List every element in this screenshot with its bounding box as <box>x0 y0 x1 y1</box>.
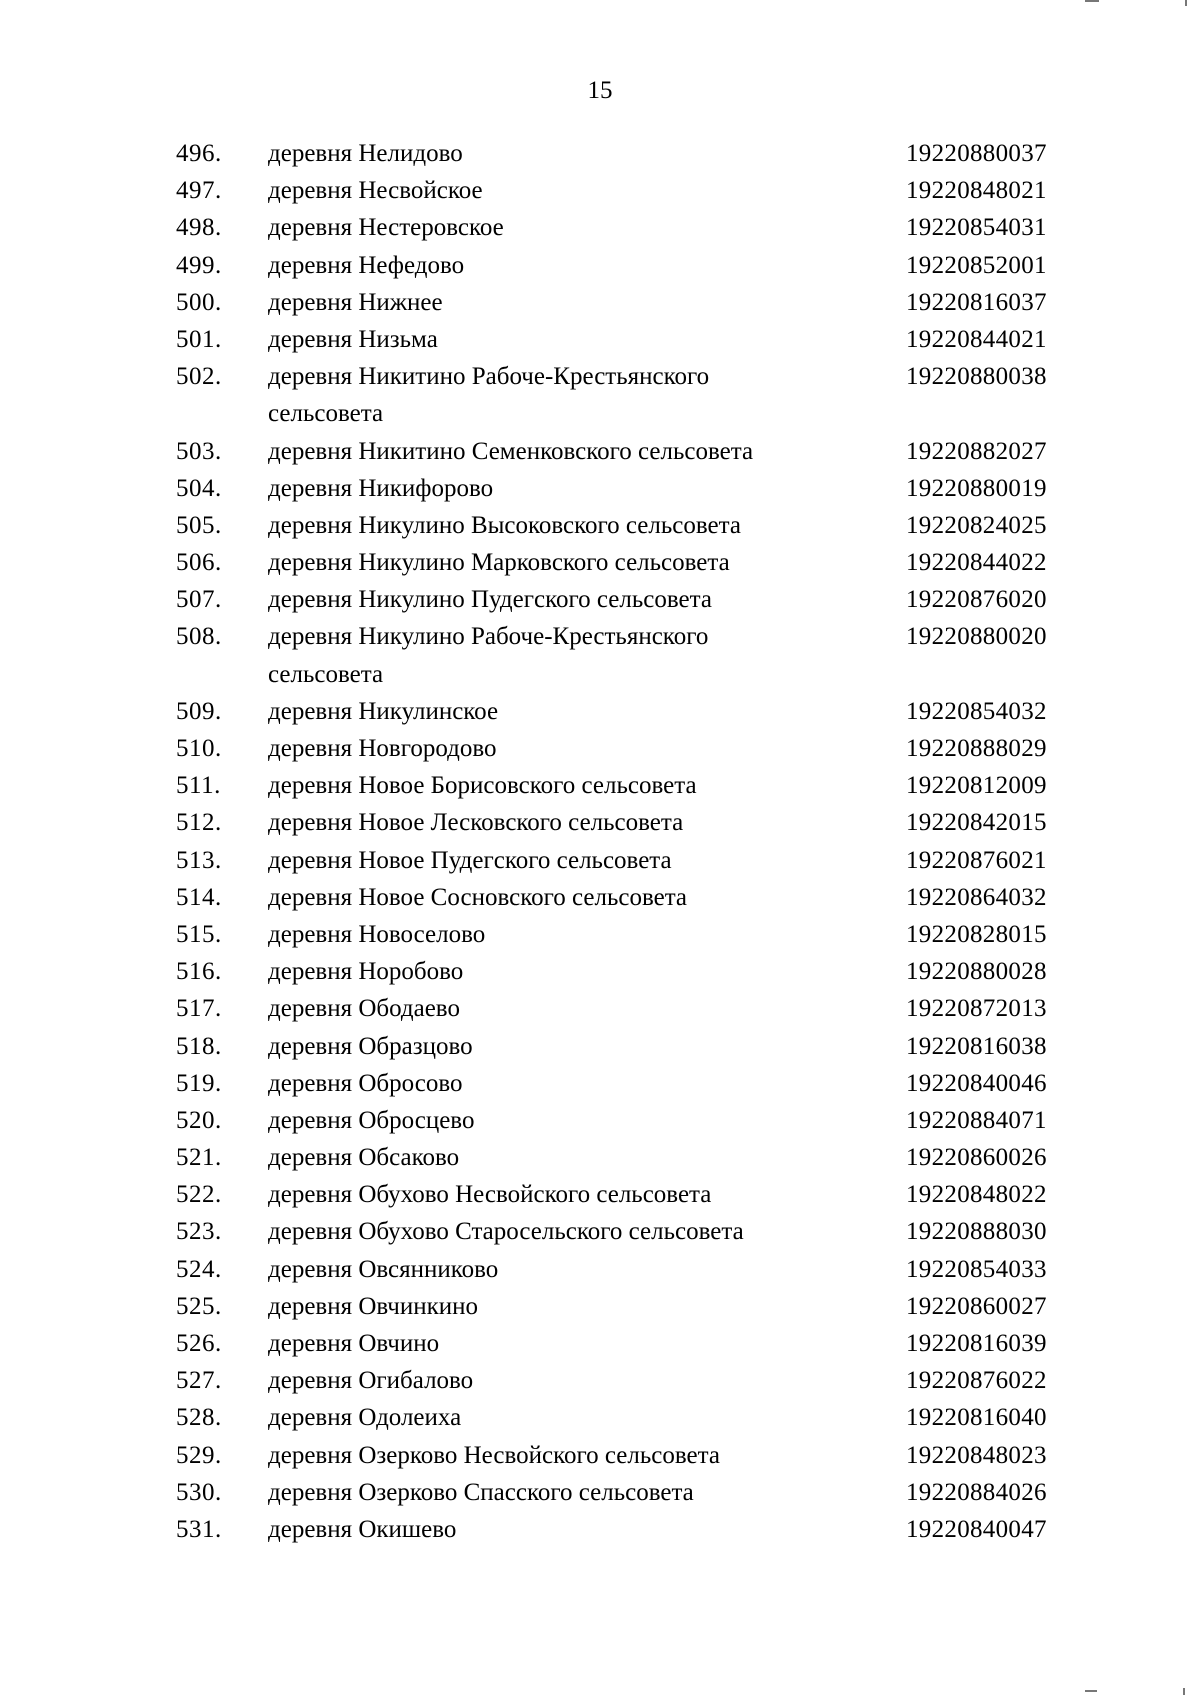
list-row <box>0 507 1200 544</box>
row-number: 511. <box>176 772 221 800</box>
row-number: 505. <box>176 511 222 539</box>
list-row <box>0 804 1200 841</box>
row-number: 518. <box>176 1032 222 1060</box>
settlement-name <box>268 1362 858 1399</box>
oktmo-code: 19220880019 <box>906 474 1047 502</box>
oktmo-code: 19220854033 <box>906 1255 1047 1283</box>
settlement-name-line: деревня Огибалово <box>268 1367 474 1395</box>
scan-mark-bottom-right-edge <box>1183 1688 1185 1695</box>
settlement-name-line: деревня Никулино Пудегского сельсовета <box>268 586 712 614</box>
settlement-name-line: деревня Обросово <box>268 1069 463 1097</box>
list-row <box>0 581 1200 618</box>
settlement-name <box>268 1437 858 1474</box>
settlement-name-line: деревня Никифорово <box>268 474 494 502</box>
oktmo-code: 19220848021 <box>906 177 1047 205</box>
oktmo-code: 19220876022 <box>906 1367 1047 1395</box>
list-row <box>0 1251 1200 1288</box>
list-row <box>0 767 1200 804</box>
settlement-name-line: деревня Овчинкино <box>268 1292 478 1320</box>
scan-mark-top-right <box>1085 0 1099 2</box>
row-number: 496. <box>176 140 222 167</box>
settlement-name-line: деревня Овсянниково <box>268 1255 499 1283</box>
settlement-name <box>268 209 858 246</box>
list-row <box>0 1213 1200 1250</box>
list-row <box>0 1325 1200 1362</box>
settlement-name <box>268 544 858 581</box>
row-number: 504. <box>176 474 222 502</box>
settlement-name <box>268 1251 858 1288</box>
row-number: 521. <box>176 1144 222 1172</box>
oktmo-code: 19220880020 <box>906 623 1047 651</box>
oktmo-code: 19220824025 <box>906 511 1047 539</box>
settlement-name-line: деревня Никулино Рабоче-Крестьянского <box>268 623 709 651</box>
settlement-name-line: деревня Никитино Семенковского сельсовета <box>268 437 754 465</box>
settlement-name-line: деревня Обросцево <box>268 1106 475 1134</box>
list-row <box>0 1139 1200 1176</box>
settlement-name-line: деревня Озерково Несвойского сельсовета <box>268 1441 720 1469</box>
settlement-name-line: деревня Ободаево <box>268 995 460 1023</box>
settlement-name-line: деревня Новое Сосновского сельсовета <box>268 883 688 911</box>
list-row <box>0 470 1200 507</box>
row-number: 531. <box>176 1515 222 1543</box>
settlement-name-line: деревня Никулино Марковского сельсовета <box>268 549 730 577</box>
settlement-name <box>268 1325 858 1362</box>
settlement-name-line: деревня Новоселово <box>268 920 486 948</box>
list-row <box>0 618 1200 692</box>
settlement-name <box>268 507 858 544</box>
oktmo-code: 19220860026 <box>906 1144 1047 1172</box>
settlement-name <box>268 842 858 879</box>
list-row <box>0 953 1200 990</box>
settlement-name <box>268 470 858 507</box>
settlement-name-line: деревня Нелидово <box>268 140 463 167</box>
page-number: 15 <box>587 77 613 104</box>
settlement-name <box>268 1139 858 1176</box>
oktmo-code: 19220880028 <box>906 958 1047 986</box>
settlement-name-line: деревня Одолеиха <box>268 1404 462 1432</box>
list-row <box>0 1065 1200 1102</box>
row-number: 508. <box>176 623 222 651</box>
row-number: 529. <box>176 1441 222 1469</box>
row-number: 513. <box>176 846 222 874</box>
row-number: 509. <box>176 697 222 725</box>
settlement-name <box>268 879 858 916</box>
list-row <box>0 1474 1200 1511</box>
settlement-name-line: деревня Обухово Несвойского сельсовета <box>268 1181 712 1209</box>
settlement-name <box>268 1213 858 1250</box>
settlement-name-line: деревня Никулинское <box>268 697 499 725</box>
settlement-name <box>268 1176 858 1213</box>
oktmo-code: 19220854032 <box>906 697 1047 725</box>
settlement-name <box>268 284 858 321</box>
settlement-name-line: деревня Новое Борисовского сельсовета <box>268 772 697 800</box>
row-number: 498. <box>176 214 222 242</box>
oktmo-code: 19220840046 <box>906 1069 1047 1097</box>
row-number: 506. <box>176 549 222 577</box>
row-number: 510. <box>176 735 222 763</box>
list-row <box>0 284 1200 321</box>
settlement-name <box>268 804 858 841</box>
settlement-name <box>268 172 858 209</box>
settlement-name-line: деревня Обсаково <box>268 1144 460 1172</box>
list-row <box>0 730 1200 767</box>
oktmo-code: 19220848023 <box>906 1441 1047 1469</box>
settlement-name-line: деревня Никулино Высоковского сельсовета <box>268 511 741 539</box>
settlement-name-line: деревня Образцово <box>268 1032 473 1060</box>
oktmo-code: 19220816040 <box>906 1404 1047 1432</box>
list-row <box>0 358 1200 432</box>
settlement-name-line: деревня Никитино Рабоче-Крестьянского <box>268 363 710 391</box>
row-number: 502. <box>176 363 222 391</box>
row-number: 507. <box>176 586 222 614</box>
row-number: 520. <box>176 1106 222 1134</box>
oktmo-code: 19220816038 <box>906 1032 1047 1060</box>
oktmo-code: 19220876021 <box>906 846 1047 874</box>
settlement-name <box>268 1065 858 1102</box>
row-number: 526. <box>176 1330 222 1358</box>
settlement-name <box>268 135 858 172</box>
list-row <box>0 693 1200 730</box>
list-row <box>0 916 1200 953</box>
row-number: 516. <box>176 958 222 986</box>
settlement-name <box>268 1399 858 1436</box>
list-row <box>0 1102 1200 1139</box>
oktmo-code: 19220882027 <box>906 437 1047 465</box>
settlement-name <box>268 953 858 990</box>
oktmo-code: 19220864032 <box>906 883 1047 911</box>
settlement-name <box>268 247 858 284</box>
oktmo-code: 19220812009 <box>906 772 1047 800</box>
row-number: 497. <box>176 177 222 205</box>
settlement-name-line: деревня Озерково Спасского сельсовета <box>268 1478 694 1506</box>
settlement-name <box>268 1028 858 1065</box>
oktmo-code: 19220828015 <box>906 920 1047 948</box>
oktmo-code: 19220854031 <box>906 214 1047 242</box>
row-number: 512. <box>176 809 222 837</box>
settlement-name-line: деревня Окишево <box>268 1515 457 1543</box>
list-row <box>0 209 1200 246</box>
row-number: 523. <box>176 1218 222 1246</box>
settlement-list <box>0 135 1200 1548</box>
oktmo-code: 19220860027 <box>906 1292 1047 1320</box>
settlement-name-line: сельсовета <box>268 400 384 428</box>
settlement-name <box>268 1511 858 1548</box>
list-row <box>0 544 1200 581</box>
settlement-name <box>268 581 858 618</box>
oktmo-code: 19220840047 <box>906 1515 1047 1543</box>
settlement-name-line: деревня Несвойское <box>268 177 483 205</box>
list-row <box>0 1399 1200 1436</box>
oktmo-code: 19220844021 <box>906 325 1047 353</box>
list-row <box>0 433 1200 470</box>
row-number: 522. <box>176 1181 222 1209</box>
list-row <box>0 990 1200 1027</box>
oktmo-code: 19220844022 <box>906 549 1047 577</box>
settlement-name <box>268 321 858 358</box>
oktmo-code: 19220880037 <box>906 140 1047 167</box>
settlement-name-line: сельсовета <box>268 660 384 688</box>
settlement-name <box>268 618 858 692</box>
row-number: 503. <box>176 437 222 465</box>
list-row <box>0 321 1200 358</box>
oktmo-code: 19220884071 <box>906 1106 1047 1134</box>
oktmo-code: 19220842015 <box>906 809 1047 837</box>
settlement-name <box>268 916 858 953</box>
list-row <box>0 1028 1200 1065</box>
oktmo-code: 19220816037 <box>906 288 1047 316</box>
list-row <box>0 879 1200 916</box>
row-number: 500. <box>176 288 222 316</box>
settlement-name <box>268 1288 858 1325</box>
settlement-name-line: деревня Нестеровское <box>268 214 504 242</box>
settlement-name-line: деревня Новое Пудегского сельсовета <box>268 846 672 874</box>
row-number: 524. <box>176 1255 222 1283</box>
row-number: 499. <box>176 251 222 279</box>
oktmo-code: 19220816039 <box>906 1330 1047 1358</box>
row-number: 517. <box>176 995 222 1023</box>
list-row <box>0 1511 1200 1548</box>
settlement-name-line: деревня Овчино <box>268 1330 440 1358</box>
row-number: 527. <box>176 1367 222 1395</box>
oktmo-code: 19220848022 <box>906 1181 1047 1209</box>
oktmo-code: 19220876020 <box>906 586 1047 614</box>
oktmo-code: 19220888029 <box>906 735 1047 763</box>
row-number: 528. <box>176 1404 222 1432</box>
settlement-name <box>268 990 858 1027</box>
row-number: 501. <box>176 325 222 353</box>
row-number: 515. <box>176 920 222 948</box>
settlement-name <box>268 1102 858 1139</box>
oktmo-code: 19220888030 <box>906 1218 1047 1246</box>
settlement-name <box>268 1474 858 1511</box>
settlement-name <box>268 767 858 804</box>
settlement-name-line: деревня Норобово <box>268 958 464 986</box>
row-number: 519. <box>176 1069 222 1097</box>
scan-mark-top-right-edge <box>1185 0 1187 6</box>
row-number: 525. <box>176 1292 222 1320</box>
list-row <box>0 172 1200 209</box>
list-row <box>0 135 1200 172</box>
list-row <box>0 1288 1200 1325</box>
oktmo-code: 19220852001 <box>906 251 1047 279</box>
settlement-name-line: деревня Нижнее <box>268 288 443 316</box>
settlement-name-line: деревня Новое Лесковского сельсовета <box>268 809 684 837</box>
row-number: 530. <box>176 1478 222 1506</box>
settlement-name <box>268 693 858 730</box>
list-row <box>0 842 1200 879</box>
settlement-name <box>268 358 858 432</box>
settlement-name <box>268 433 858 470</box>
settlement-name <box>268 730 858 767</box>
settlement-name-line: деревня Новгородово <box>268 735 497 763</box>
list-row <box>0 1176 1200 1213</box>
list-row <box>0 247 1200 284</box>
list-row <box>0 1437 1200 1474</box>
settlement-name-line: деревня Нефедово <box>268 251 465 279</box>
row-number: 514. <box>176 883 222 911</box>
list-row <box>0 1362 1200 1399</box>
scan-mark-bottom-right <box>1085 1690 1097 1692</box>
settlement-name-line: деревня Низьма <box>268 325 438 353</box>
settlement-name-line: деревня Обухово Старосельского сельсовета <box>268 1218 744 1246</box>
oktmo-code: 19220872013 <box>906 995 1047 1023</box>
oktmo-code: 19220884026 <box>906 1478 1047 1506</box>
oktmo-code: 19220880038 <box>906 363 1047 391</box>
